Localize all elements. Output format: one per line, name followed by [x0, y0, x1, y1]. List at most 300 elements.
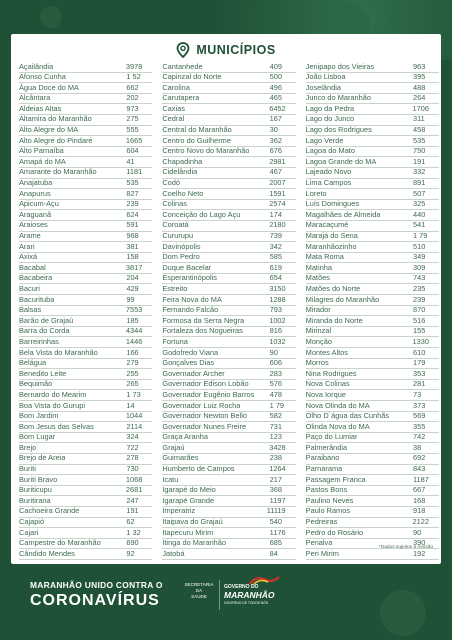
municipality-name: Governador Eugênio Barros	[162, 389, 255, 399]
case-count: 1044	[125, 411, 143, 421]
table-row	[306, 359, 439, 370]
table-row	[19, 136, 152, 147]
municipality-name: Itapecuru Mirim	[162, 527, 214, 537]
municipality-name: Conceição do Lago Açu	[162, 209, 241, 219]
municipality-name: Governador Archer	[162, 368, 225, 378]
secretaria-line2: SAÚDE	[191, 594, 207, 599]
municipality-name: Pastos Bons	[305, 485, 348, 495]
table-row	[306, 94, 439, 105]
case-count: 891	[412, 178, 426, 188]
case-count: 2007	[269, 178, 286, 188]
case-count: 355	[412, 421, 426, 431]
case-count: 7553	[125, 305, 143, 315]
municipality-name: Carutapera	[162, 93, 200, 103]
table-row	[162, 369, 295, 380]
municipality-name: Pedro do Rosário	[305, 527, 364, 537]
table-row	[306, 401, 439, 412]
table-row	[19, 433, 152, 444]
case-count: 827	[126, 188, 139, 198]
case-count: 283	[269, 368, 282, 378]
municipality-name: Humberto de Campos	[162, 464, 235, 474]
municipality-name: Montes Altos	[305, 347, 348, 357]
table-row	[19, 359, 152, 370]
municipality-name: Balsas	[19, 305, 42, 315]
table-row	[162, 253, 295, 264]
municipality-name: Paço do Lumiar	[305, 432, 358, 442]
case-count: 843	[412, 464, 426, 474]
case-count: 870	[412, 305, 426, 315]
municipality-name: Barra do Corda	[19, 326, 70, 336]
table-row	[162, 179, 295, 190]
municipality-name: Capinzal do Norte	[162, 72, 222, 82]
municipality-name: Nova Olinda do MA	[305, 400, 370, 410]
case-count: 368	[269, 485, 282, 495]
case-count: 1 52	[126, 72, 141, 82]
municipality-name: Barreirinhas	[19, 336, 59, 346]
municipality-name: Cedral	[162, 114, 185, 124]
case-count: 569	[412, 411, 426, 421]
table-row	[306, 136, 439, 147]
case-count: 349	[412, 252, 426, 262]
municipality-name: Cachoeira Grande	[19, 506, 80, 516]
table-row	[306, 179, 439, 190]
table-row	[19, 104, 152, 115]
table-row	[162, 136, 295, 147]
municipality-name: Arari	[19, 241, 35, 251]
municipality-name: Cururupu	[162, 231, 194, 240]
case-count: 604	[126, 146, 139, 156]
municipality-name: Lago do Junco	[305, 114, 355, 124]
table-row	[19, 486, 152, 497]
case-count: 488	[412, 82, 426, 92]
municipality-name: Alcântara	[19, 93, 51, 103]
table-row	[19, 179, 152, 190]
municipality-name: Brejo de Areia	[19, 453, 66, 463]
table-row	[19, 380, 152, 391]
case-count: 2981	[269, 156, 286, 166]
case-count: 2681	[125, 485, 143, 495]
case-count: 667	[412, 485, 426, 495]
case-count: 275	[126, 114, 139, 124]
table-row	[19, 253, 152, 264]
municipality-name: Bacuri	[19, 283, 40, 293]
case-count: 1 32	[126, 527, 141, 537]
municipality-name: Lago dos Rodrigues	[305, 125, 372, 135]
municipality-name: Olho D´água das Cunhãs	[305, 411, 390, 421]
municipality-name: Codó	[162, 178, 180, 188]
municipality-name: Coelho Neto	[162, 188, 204, 198]
table-row	[306, 200, 439, 211]
table-row	[19, 306, 152, 317]
municipality-name: Fernando Falcão	[162, 305, 219, 315]
case-count: 311	[412, 114, 425, 124]
municipality-name: Cidelândia	[162, 167, 198, 177]
municipality-name: Centro Novo do Maranhão	[162, 146, 250, 156]
table-row	[19, 200, 152, 211]
case-count: 1288	[269, 294, 286, 304]
table-row	[19, 147, 152, 158]
municipality-name: Colinas	[162, 199, 187, 209]
table-row	[162, 528, 295, 539]
case-count: 685	[269, 538, 282, 548]
table-row	[162, 549, 295, 560]
municipality-name: Nova Colinas	[305, 379, 350, 389]
case-count: 1665	[125, 135, 143, 145]
municipality-name: Nina Rodrigues	[305, 368, 357, 378]
municipality-name: Imperatriz	[162, 506, 196, 516]
municipality-name: Bequimão	[19, 379, 53, 389]
municipality-name: Alto Alegre do Pindaré	[19, 135, 93, 145]
table-row	[306, 147, 439, 158]
table-row	[162, 316, 295, 327]
case-count: 3428	[269, 442, 286, 452]
case-count: 585	[269, 252, 282, 262]
table-row	[19, 443, 152, 454]
case-count: 591	[126, 220, 139, 230]
municipality-name: Penalva	[305, 538, 333, 548]
municipality-name: Governador Edison Lobão	[162, 379, 249, 389]
case-count: 239	[126, 199, 139, 209]
table-row	[306, 433, 439, 444]
table-row	[162, 507, 295, 518]
table-row	[306, 369, 439, 380]
case-count: 440	[412, 209, 426, 219]
municipality-name: Bacurituba	[19, 294, 55, 304]
municipality-name: Axixá	[19, 252, 38, 262]
municipality-name: Bom Jardim	[19, 411, 59, 421]
case-count: 332	[412, 167, 426, 177]
municipality-name: Cândido Mendes	[19, 548, 75, 558]
municipality-name: Mirinzal	[305, 326, 332, 336]
case-count: 62	[126, 517, 135, 527]
table-row	[162, 496, 295, 507]
case-count: 191	[412, 156, 426, 166]
municipality-name: Altamira do Maranhão	[19, 114, 92, 124]
case-count: 624	[126, 209, 139, 219]
table-row	[306, 528, 439, 539]
table-row	[19, 390, 152, 401]
case-count: 41	[126, 156, 135, 166]
table-row	[162, 412, 295, 423]
table-row	[19, 337, 152, 348]
case-count: 123	[269, 432, 282, 442]
municipality-name: Estreito	[162, 283, 188, 293]
case-count: 309	[412, 262, 426, 272]
case-count: 1446	[125, 336, 143, 346]
table-row	[19, 210, 152, 221]
table-row	[162, 390, 295, 401]
municipality-name: Paulo Ramos	[305, 506, 351, 516]
municipality-name: Gonçalves Dias	[162, 358, 215, 368]
case-count: 1 79	[269, 400, 285, 410]
government-logo	[224, 576, 280, 610]
case-count: 816	[269, 326, 282, 336]
case-count: 676	[269, 146, 282, 156]
municipality-name: Luís Domingues	[305, 199, 360, 209]
case-count: 3978	[125, 61, 143, 71]
municipality-name: Belágua	[19, 358, 47, 368]
table-row	[162, 104, 295, 115]
municipality-name: Passagem Franca	[305, 474, 366, 484]
table-row	[162, 465, 295, 476]
municipality-name: Davinópolis	[162, 241, 201, 251]
table-row	[19, 507, 152, 518]
case-count: 918	[412, 506, 426, 516]
municipality-name: Benedito Leite	[19, 368, 67, 378]
table-row	[19, 422, 152, 433]
table-row	[19, 157, 152, 168]
municipality-name: Buriticupu	[19, 485, 52, 495]
table-row	[162, 210, 295, 221]
case-count: 973	[126, 103, 139, 113]
footnote: *Dados sujeitos à revisão	[378, 545, 433, 550]
table-row	[306, 295, 439, 306]
case-count: 1181	[126, 167, 143, 177]
municipality-name: Carolina	[162, 82, 190, 92]
table-row	[19, 475, 152, 486]
table-row	[19, 348, 152, 359]
table-row	[19, 316, 152, 327]
municipality-name: Esperantinópolis	[162, 273, 217, 283]
case-count: 500	[269, 72, 282, 82]
case-count: 510	[412, 241, 426, 251]
table-row	[162, 359, 295, 370]
municipality-name: Itaipava do Grajaú	[162, 517, 223, 527]
municipality-name: Feira Nova do MA	[162, 294, 222, 304]
case-count: 362	[269, 135, 282, 145]
municipality-name: Araguanã	[19, 209, 52, 219]
table-row	[162, 433, 295, 444]
case-count: 202	[126, 93, 139, 103]
table-row	[306, 507, 439, 518]
table-row	[162, 380, 295, 391]
municipality-name: Anajatuba	[19, 178, 53, 188]
table-row	[306, 242, 439, 253]
case-count: 606	[269, 358, 282, 368]
case-count: 191	[126, 506, 139, 516]
case-count: 968	[126, 231, 139, 240]
case-count: 1 73	[126, 389, 141, 399]
case-count: 353	[412, 368, 426, 378]
case-count: 429	[126, 283, 139, 293]
case-count: 342	[269, 241, 282, 251]
case-count: 963	[412, 61, 426, 71]
table-row	[162, 73, 295, 84]
case-count: 185	[126, 315, 139, 325]
table-row	[19, 295, 152, 306]
municipality-column	[154, 61, 297, 558]
municipality-name: Aldeias Altas	[19, 103, 62, 113]
case-count: 90	[412, 527, 422, 537]
campaign-line1: MARANHÃO UNIDO CONTRA O	[30, 580, 163, 590]
municipality-name: Lago Verde	[305, 135, 344, 145]
table-row	[19, 454, 152, 465]
municipality-name: Central do Maranhão	[162, 125, 232, 135]
case-count: 235	[412, 283, 426, 293]
municipality-name: Cantanhede	[162, 61, 203, 71]
case-count: 166	[126, 347, 139, 357]
municipality-name: Milagres do Maranhão	[305, 294, 380, 304]
case-count: 496	[269, 82, 282, 92]
case-count: 167	[269, 114, 282, 124]
case-count: 535	[412, 135, 426, 145]
municipality-name: Mirador	[305, 305, 331, 315]
municipality-name: Paulino Neves	[305, 495, 354, 505]
table-row	[19, 73, 152, 84]
table-row	[306, 316, 439, 327]
case-count: 793	[269, 305, 282, 315]
secretaria-label	[182, 582, 216, 600]
case-count: 1264	[269, 464, 286, 474]
municipality-name: Boa Vista do Gurupi	[19, 400, 86, 410]
municipality-name: Araioses	[19, 220, 48, 230]
case-count: 610	[412, 347, 426, 357]
table-row	[306, 549, 439, 560]
table-row	[306, 263, 439, 274]
municipality-name: Caxias	[162, 103, 185, 113]
gov-line2: MARANHÃO	[224, 590, 275, 600]
municipality-name: Jatobá	[162, 548, 185, 558]
table-row	[306, 115, 439, 126]
case-count: 324	[126, 432, 139, 442]
municipality-name: Itinga do Maranhão	[162, 538, 227, 548]
case-count: 6452	[269, 103, 286, 113]
case-count: 1591	[269, 188, 286, 198]
case-count: 92	[126, 548, 135, 558]
municipality-name: Lagoa do Mato	[305, 146, 355, 156]
case-count: 731	[269, 421, 282, 431]
table-row	[19, 115, 152, 126]
municipality-name: Campestre do Maranhão	[19, 538, 101, 548]
municipality-name: Centro do Guilherme	[162, 135, 231, 145]
table-row	[162, 284, 295, 295]
case-count: 619	[269, 262, 282, 272]
municipality-name: Buritirana	[19, 495, 51, 505]
table-row	[306, 337, 439, 348]
case-count: 465	[269, 93, 282, 103]
case-count: 73	[412, 389, 422, 399]
municipality-name: Chapadinha	[162, 156, 203, 166]
case-count: 2122	[412, 517, 429, 527]
table-row	[162, 242, 295, 253]
gov-line3: GOVERNO DE TODOS NÓS	[224, 601, 269, 605]
table-row	[19, 369, 152, 380]
table-row	[19, 528, 152, 539]
case-count: 264	[412, 93, 426, 103]
municipality-name: Fortaleza dos Nogueiras	[162, 326, 243, 336]
municipality-name: Buriti Bravo	[19, 474, 58, 484]
case-count: 409	[269, 61, 282, 71]
case-count: 84	[269, 548, 278, 558]
case-count: 38	[412, 442, 422, 452]
case-count: 1002	[269, 315, 286, 325]
table-row	[19, 549, 152, 560]
municipality-name: Palmerândia	[305, 442, 348, 452]
table-row	[19, 83, 152, 94]
virus-icon	[390, 10, 416, 36]
virus-icon	[40, 6, 62, 28]
municipality-name: Graça Aranha	[162, 432, 208, 442]
table-row	[306, 348, 439, 359]
table-row	[306, 189, 439, 200]
table-row	[162, 295, 295, 306]
municipality-name: Lagoa Grande do MA	[305, 156, 377, 166]
municipality-name: Monção	[305, 336, 332, 346]
table-row	[19, 126, 152, 137]
table-row	[306, 306, 439, 317]
table-row	[306, 443, 439, 454]
table-row	[306, 465, 439, 476]
table-row	[162, 94, 295, 105]
municipality-name: Bela Vista do Maranhão	[19, 347, 98, 357]
case-count: 3817	[125, 262, 143, 272]
case-count: 155	[412, 326, 426, 336]
municipality-name: Junco do Maranhão	[305, 93, 371, 103]
case-count: 750	[412, 146, 426, 156]
table-row	[19, 539, 152, 550]
case-count: 739	[269, 231, 282, 240]
case-count: 3150	[269, 283, 286, 293]
case-count: 281	[412, 379, 426, 389]
municipality-name: Maracaçumé	[305, 220, 349, 230]
table-row	[162, 83, 295, 94]
case-count: 1197	[269, 495, 286, 505]
municipality-name: Barão de Grajaú	[19, 315, 74, 325]
table-row	[306, 475, 439, 486]
table-row	[162, 518, 295, 529]
municipality-name: Lajeado Novo	[305, 167, 352, 177]
table-row	[19, 221, 152, 232]
municipality-name: Lago da Pedra	[305, 103, 355, 113]
municipality-name: Icatu	[162, 474, 179, 484]
case-count: 654	[269, 273, 282, 283]
case-count: 192	[412, 548, 426, 558]
table-row	[306, 327, 439, 338]
municipality-name: Governador Newton Bello	[162, 411, 247, 421]
table-row	[306, 518, 439, 529]
municipality-name: Governador Nunes Freire	[162, 421, 247, 431]
case-count: 1068	[125, 474, 143, 484]
municipality-name: Miranda do Norte	[305, 315, 363, 325]
municipality-name: Açailândia	[19, 61, 54, 71]
table-row	[306, 390, 439, 401]
table-row	[162, 274, 295, 285]
table-row	[162, 200, 295, 211]
municipality-name: Cajari	[19, 527, 39, 537]
table-row	[19, 62, 152, 73]
table-row	[306, 104, 439, 115]
municipalities-card	[11, 34, 441, 564]
table-row	[19, 284, 152, 295]
case-count: 692	[412, 453, 426, 463]
municipality-name: Grajaú	[162, 442, 185, 452]
case-count: 325	[412, 199, 426, 209]
table-row	[306, 126, 439, 137]
municipality-name: Maranhãozinho	[305, 241, 357, 251]
case-count: 582	[269, 411, 282, 421]
table-row	[306, 486, 439, 497]
case-count: 278	[126, 453, 139, 463]
municipality-name: Bom Lugar	[19, 432, 56, 442]
table-row	[162, 475, 295, 486]
table-row	[162, 168, 295, 179]
municipality-name: Loreto	[305, 188, 327, 198]
table-row	[19, 401, 152, 412]
table-row	[306, 73, 439, 84]
map-pin-icon	[176, 42, 190, 58]
municipality-name: Fortuna	[162, 336, 188, 346]
case-count: 239	[412, 294, 426, 304]
